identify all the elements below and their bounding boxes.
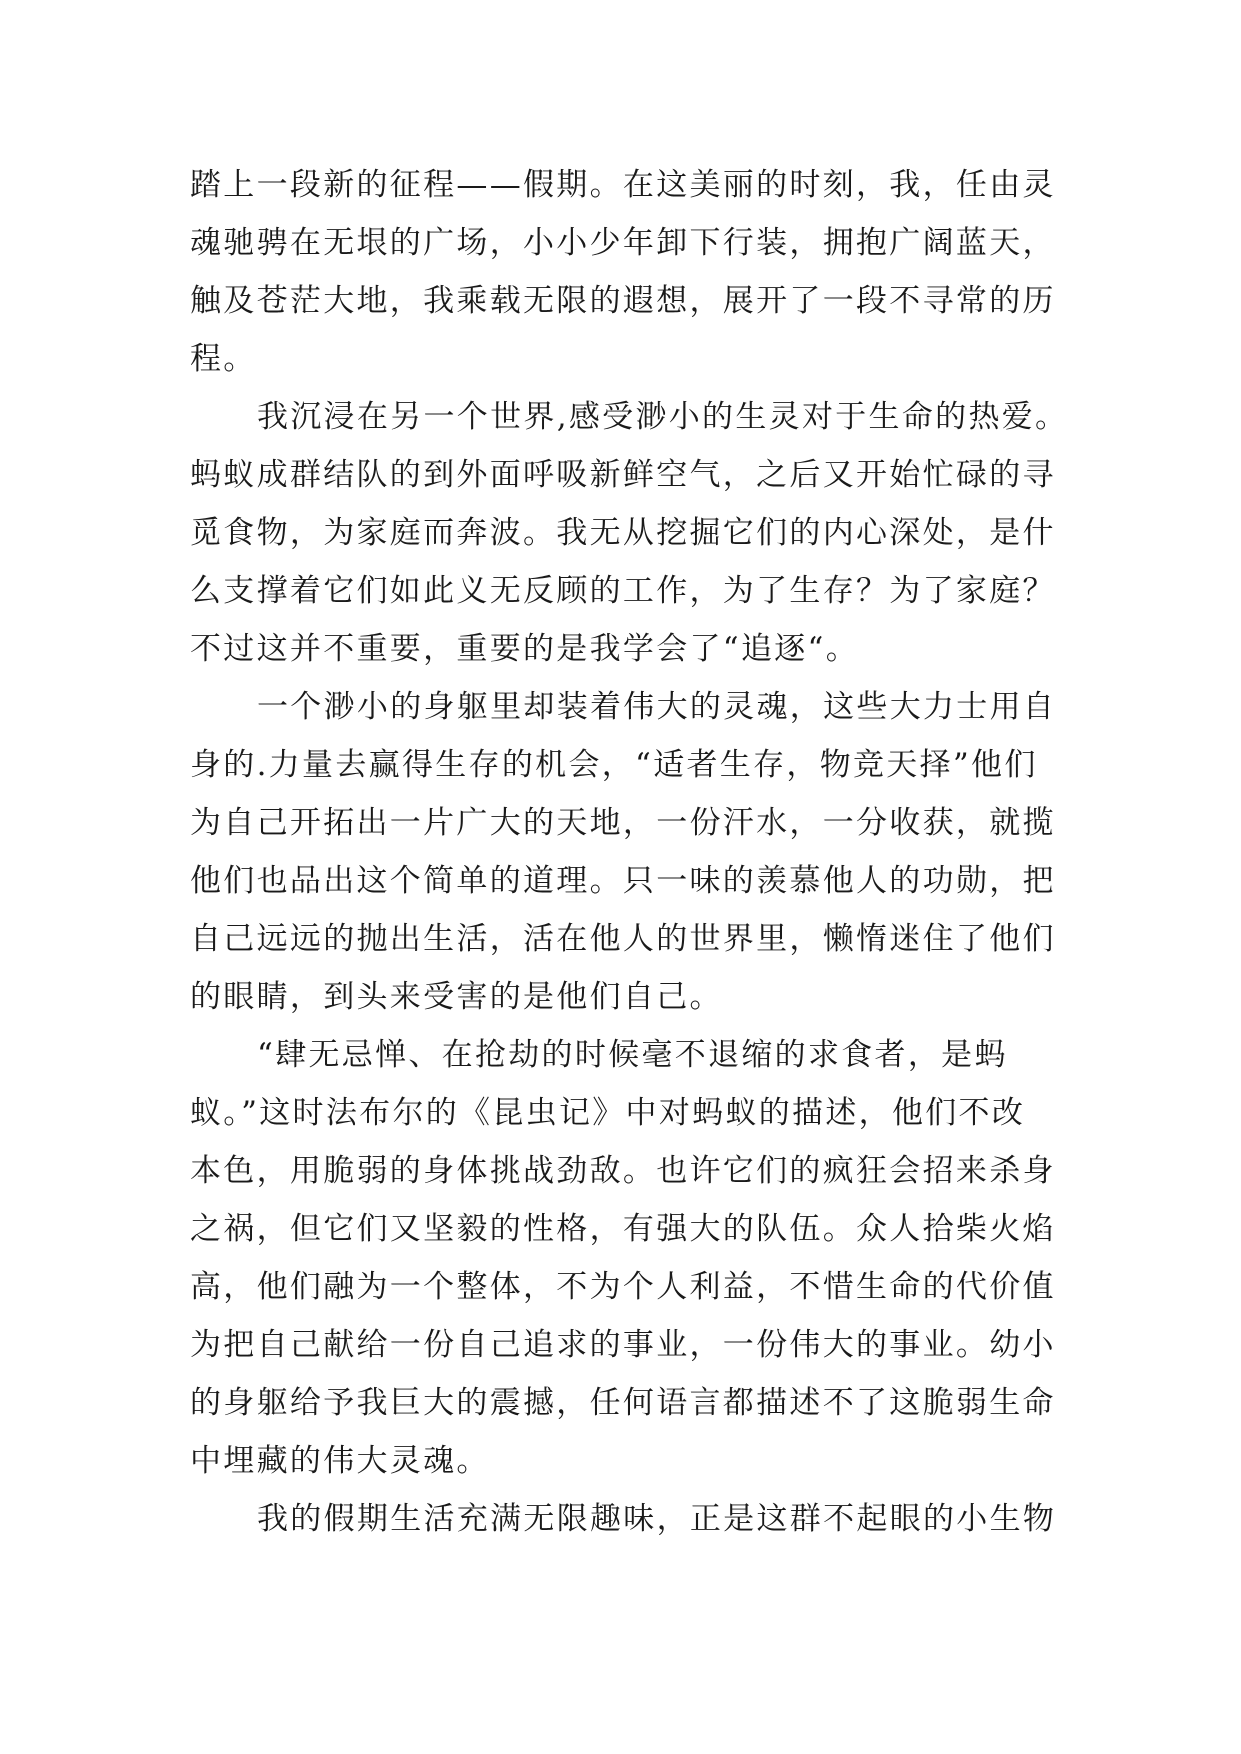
paragraph-first-line: “肆无忌惮、在抢劫的时候毫不退缩的求食者，是蚂 xyxy=(257,1037,1008,1073)
text-line: 中埋藏的伟大灵魂。 xyxy=(190,1443,490,1479)
text-line: 的眼睛，到头来受害的是他们自己。 xyxy=(190,979,723,1015)
text-line: 高，他们融为一个整体，不为个人利益，不惜生命的代价值 xyxy=(190,1269,1056,1305)
text-line: 为把自己献给一份自己追求的事业，一份伟大的事业。幼小 xyxy=(190,1327,1056,1363)
text-line: 蚁。”这时法布尔的《昆虫记》中对蚂蚁的描述，他们不改 xyxy=(190,1095,1026,1131)
text-line: 他们也品出这个简单的道理。只一味的羡慕他人的功勋，把 xyxy=(190,863,1056,899)
text-line: 不过这并不重要，重要的是我学会了“追逐“。 xyxy=(190,631,859,667)
text-line: 么支撑着它们如此义无反顾的工作，为了生存？为了家庭？ xyxy=(190,573,1056,609)
text-line: 身的.力量去赢得生存的机会，“适者生存，物竞天择”他们 xyxy=(190,747,1038,783)
text-line: 踏上一段新的征程——假期。在这美丽的时刻，我，任由灵 xyxy=(190,167,1056,203)
paragraph-first-line: 我沉浸在另一个世界,感受渺小的生灵对于生命的热爱。 xyxy=(257,399,1069,435)
text-line: 程。 xyxy=(190,341,257,377)
text-line: 为自己开拓出一片广大的天地，一份汗水，一分收获，就揽 xyxy=(190,805,1056,841)
text-line: 蚂蚁成群结队的到外面呼吸新鲜空气，之后又开始忙碌的寻 xyxy=(190,457,1056,493)
text-line: 的身躯给予我巨大的震撼，任何语言都描述不了这脆弱生命 xyxy=(190,1385,1056,1421)
paragraph-first-line: 一个渺小的身躯里却装着伟大的灵魂，这些大力士用自 xyxy=(257,689,1057,725)
text-line: 本色，用脆弱的身体挑战劲敌。也许它们的疯狂会招来杀身 xyxy=(190,1153,1056,1189)
text-line: 魂驰骋在无垠的广场，小小少年卸下行装，拥抱广阔蓝天， xyxy=(190,225,1056,261)
text-line: 触及苍茫大地，我乘载无限的遐想，展开了一段不寻常的历 xyxy=(190,283,1056,319)
text-line: 自己远远的抛出生活，活在他人的世界里，懒惰迷住了他们 xyxy=(190,921,1056,957)
body-text xyxy=(190,156,1090,1548)
paragraph-first-line: 我的假期生活充满无限趣味，正是这群不起眼的小生物 xyxy=(257,1501,1057,1537)
text-line: 觅食物，为家庭而奔波。我无从挖掘它们的内心深处，是什 xyxy=(190,515,1056,551)
text-line: 之祸，但它们又坚毅的性格，有强大的队伍。众人拾柴火焰 xyxy=(190,1211,1056,1247)
